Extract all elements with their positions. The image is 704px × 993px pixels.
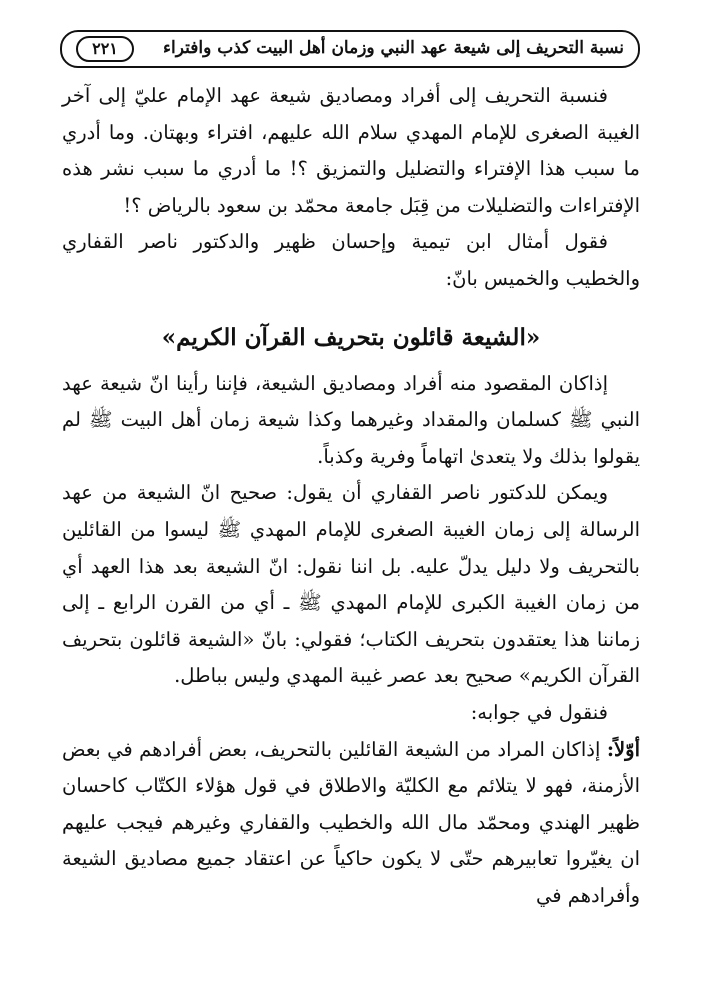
paragraph-6 bbox=[62, 732, 640, 915]
header-title: نسبة التحريف إلى شيعة عهد النبي وزمان أهل البيت كذب وافتراء bbox=[163, 38, 624, 58]
paragraph-2: فقول أمثال ابن تيمية وإحسان ظهير والدكتور ناصر القفاري والخطيب والخميس بانّ: bbox=[62, 230, 640, 290]
paragraph-6-lead: أوّلاً: bbox=[606, 737, 640, 761]
paragraph-5: فنقول في جوابه: bbox=[470, 700, 608, 724]
paragraph-4: ويمكن للدكتور ناصر القفاري أن يقول: صحيح انّ الشيعة من عهد الرسالة إلى زمان الغيبة الصغرى للإمام المهدي ﷺ ليسوا من القائلين بالتحريف ولا دليل يدلّ عليه. بل اننا نقول: انّ الشيعة بعد هذا العهد أي من زمان الغيبة الكبرى للإمام المهدي ﷺ ـ أي من القرن الرابع ـ إلى زماننا هذا يعتقدون بتحريف الكتاب؛ فقولي: بانّ «الشيعة قائلون بتحريف القرآن الكريم» صحيح بعد عصر غيبة المهدي وليس بباطل. bbox=[62, 481, 640, 688]
section-heading: «الشيعة قائلون بتحريف القرآن الكريم» bbox=[161, 323, 541, 351]
paragraph-3: إذاكان المقصود منه أفراد ومصاديق الشيعة، فإننا رأينا انّ شيعة عهد النبي ﷺ كسلمان والمقداد وغيرهما وكذا شيعة زمان أهل البيت ﷺ لم يقولوا بذلك ولا يتعدىٰ اتهاماً وفرية وكذباً. bbox=[62, 371, 640, 468]
page-number: ٢٢١ bbox=[76, 36, 134, 62]
page-body bbox=[62, 78, 640, 914]
running-header bbox=[60, 30, 640, 68]
paragraph-1: فنسبة التحريف إلى أفراد ومصاديق شيعة عهد الإمام عليّ إلى آخر الغيبة الصغرى للإمام المهدي سلام الله عليهم، افتراء وبهتان. وما أدري ما سبب هذا الإفتراء والتضليل والتمزيق ؟! ما أدري ما سبب نشر هذه الإفتراءات والتضليلات من قِبَل جامعة محمّد بن سعود بالرياض ؟! bbox=[62, 84, 640, 217]
paragraph-6-text: إذاكان المراد من الشيعة القائلين بالتحريف، بعض أفرادهم في بعض الأزمنة، فهو لا يتلائم مع الكليّة والاطلاق في قول هؤلاء الكتّاب كاحسان ظهير الهندي ومحمّد مال الله والخطيب والقفاري وغيرهم فيجب عليهم ان يغيّروا تعابيرهم حتّى لا يكون حاكياً عن اعتقاد جميع مصاديق الشيعة وأفرادهم في bbox=[62, 737, 640, 907]
